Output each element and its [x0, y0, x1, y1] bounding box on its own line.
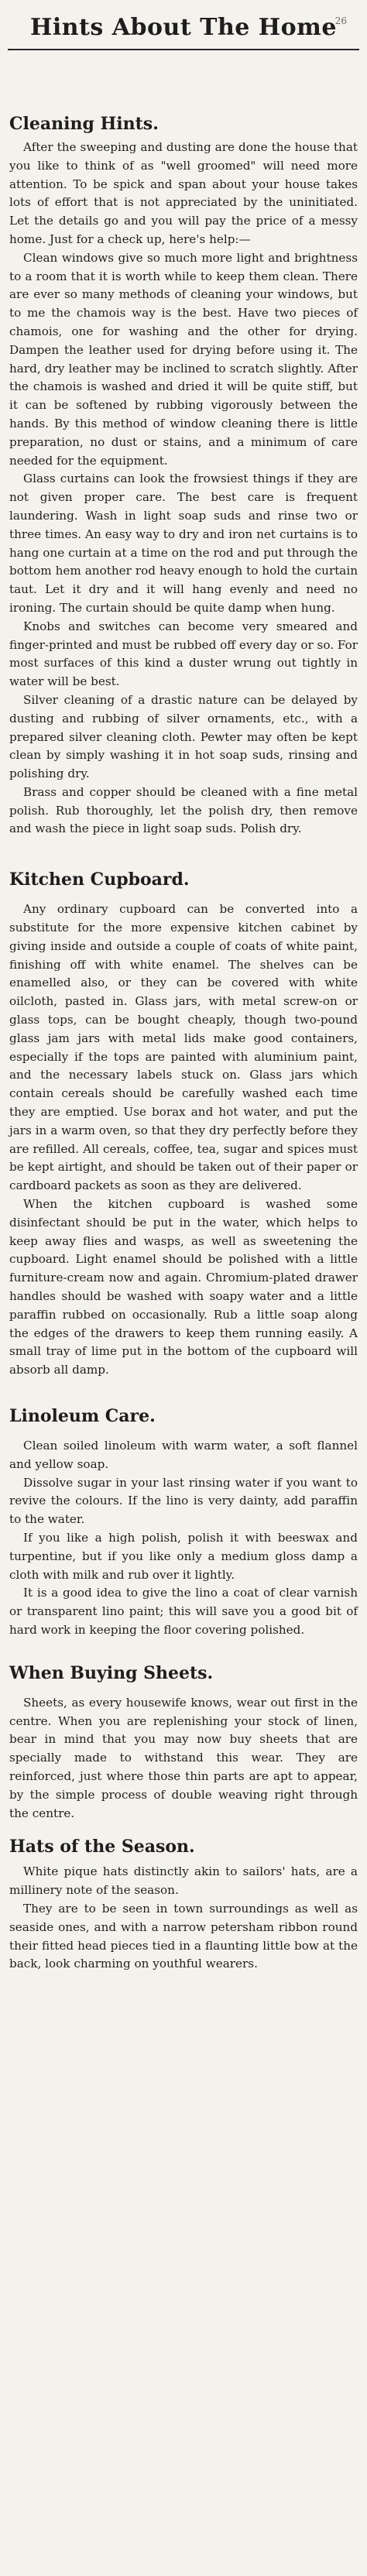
article-paragraph: Dissolve sugar in your last rinsing water if you want to revive the colours. If the lino is very dainty, add paraffin to the water. [9, 1475, 358, 1527]
kitchen-cupboard-section [0, 870, 367, 1380]
article-paragraph: It is a good idea to give the lino a coat of clear varnish or transparent lino paint; this will save you a good bit of hard work in keeping the floor covering polished. [9, 1586, 358, 1637]
article-paragraph: Clean soiled linoleum with warm water, a soft flannel and yellow soap. [9, 1439, 358, 1471]
article-paragraph: After the sweeping and dusting are done the house that you like to think of as "well groomed" will need more attention. To be spick and span about your house takes lots of effort that is not appreciated by the uninitiated. Let the details go and you will pay the price of a messy home. Just for a check up, here's help:— [9, 140, 358, 246]
article-paragraph: If you like a high polish, polish it with beeswax and turpentine, but if you like only a medium gloss damp a cloth with milk and rub over it lightly. [9, 1530, 358, 1582]
page-title: Hints About The Home [30, 14, 337, 41]
section-heading: Linoleum Care. [9, 1406, 156, 1426]
article-paragraph: Knobs and switches can become very smeared and finger-printed and must be rubbed off every day or so. For most surfaces of this kind a duster wrung out tightly in water will be best. [9, 619, 358, 689]
section-heading: Cleaning Hints. [9, 114, 159, 134]
section-heading: Hats of the Season. [9, 1837, 195, 1857]
article-paragraph: Any ordinary cupboard can be converted into a substitute for the more expensive kitchen cabinet by giving inside and outside a couple of coats of white paint, finishing off with white enamel. The shelves can be enamelled also, or they can be covered with white oilcloth, pasted in. Glass jars, with metal screw-on or glass tops, can be bought cheaply, though two-pound glass jam jars with metal lids make good containers, especially if the tops are painted with aluminium paint, and the necessary labels stuck on. Glass jars which contain cereals should be carefully washed each time they are emptied. Use borax and hot water, and put the jars in a warm oven, so that they dry perfectly before they are refilled. All cereals, coffee, tea, sugar and spices must be kept airtight, and should be taken out of their paper or cardboard packets as soon as they are delivered. [9, 902, 358, 1193]
section-heading: Kitchen Cupboard. [9, 870, 190, 890]
hats-of-season-section [0, 1837, 367, 1974]
article-paragraph: Brass and copper should be cleaned with a fine metal polish. Rub thoroughly, let the polish dry, then remove and wash the piece in light soap suds. Polish dry. [9, 784, 358, 836]
article-paragraph: Silver cleaning of a drastic nature can be delayed by dusting and rubbing of silver ornaments, etc., with a prepared silver cleaning cloth. Pewter may often be kept clean by simply washing it in hot soap suds, rinsing and polishing dry. [9, 692, 358, 781]
buying-sheets-section [0, 1663, 367, 1823]
section-heading: When Buying Sheets. [9, 1662, 214, 1683]
article-paragraph: Sheets, as every housewife knows, wear out first in the centre. When you are replenishing your stock of linen, bear in mind that you may now buy sheets that are specially made to withstand this wear. They are reinforced, just where those thin parts are apt to appear, by the simple process of double weaving right through the centre. [9, 1695, 358, 1820]
newspaper-page [0, 14, 367, 2576]
linoleum-care-section [0, 1406, 367, 1640]
article-paragraph: When the kitchen cupboard is washed some disinfectant should be put in the water, which helps to keep away flies and wasps, as well as sweetening the cupboard. Light enamel should be polished with a little furniture-cream now and again. Chromium-plated drawer handles should be washed with soapy water and a little paraffin rubbed on occasionally. Rub a little soap along the edges of the drawers to keep them running easily. A small tray of lime put in the bottom of the cupboard will absorb all damp. [9, 1197, 358, 1377]
page-number-mark: 26 [334, 15, 347, 26]
article-paragraph: Clean windows give so much more light and brightness to a room that it is worth while to keep them clean. There are ever so many methods of cleaning your windows, but to me the chamois way is the best. Have two pieces of chamois, one for washing and the other for drying. Dampen the leather used for drying before using it. The hard, dry leather may be inclined to scratch slightly. After the chamois is washed and dried it will be quite stiff, but it can be softened by rubbing vigorously between the hands. By this method of window cleaning there is little preparation, no dust or stains, and a minimum of care needed for the equipment. [9, 250, 358, 468]
article-paragraph: They are to be seen in town surroundings as well as seaside ones, and with a narrow petersham ribbon round their fitted head pieces tied in a flaunting little bow at the back, look charming on youthful wearers. [9, 1901, 358, 1971]
article-paragraph: Glass curtains can look the frowsiest things if they are not given proper care. The best care is frequent laundering. Wash in light soap suds and rinse two or three times. An easy way to dry and iron net curtains is to hang one curtain at a time on the rod and put through the bottom hem another rod heavy enough to hold the curtain taut. Let it dry and it will hang evenly and need no ironing. The curtain should be quite damp when hung. [9, 472, 358, 615]
article-paragraph: White pique hats distinctly akin to sailors' hats, are a millinery note of the season. [9, 1864, 358, 1898]
cleaning-hints-section [0, 114, 367, 839]
title-rule [8, 49, 359, 50]
